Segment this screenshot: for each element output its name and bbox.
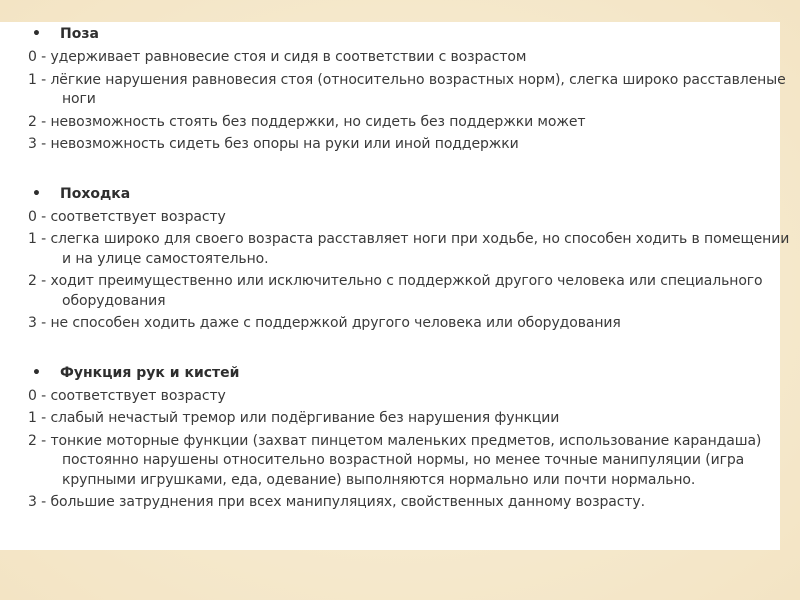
list-item: 1 - слабый нечастый тремор или подёргивание без нарушения функции bbox=[28, 410, 560, 426]
bullet-icon: • bbox=[32, 185, 41, 202]
list-item: 3 - невозможность сидеть без опоры на руки или иной поддержки bbox=[28, 136, 519, 152]
list-item: 0 - соответствует возрасту bbox=[28, 208, 226, 225]
list-item: 0 - соответствует возрасту bbox=[28, 387, 226, 404]
bullet-icon: • bbox=[32, 26, 41, 42]
section-heading bbox=[32, 361, 780, 385]
section-heading bbox=[32, 182, 780, 206]
list-item: 3 - не способен ходить даже с поддержкой другого человека или оборудования bbox=[28, 315, 621, 331]
bullet-icon: • bbox=[32, 364, 41, 381]
list-item: 2 - тонкие моторные функции (захват пинцетом маленьких предметов, использование карандаша) постоянно нарушены относительно возрастной нормы, но менее точные манипуляции (игра крупными игрушками, еда, одевание) выполняются нормально или почти нормально. bbox=[28, 432, 762, 488]
section-title: Поза bbox=[60, 26, 99, 42]
list-item: 0 - удерживает равновесие стоя и сидя в соответствии с возрастом bbox=[28, 49, 527, 65]
list-item: 2 - ходит преимущественно или исключительно с поддержкой другого человека или специального оборудования bbox=[28, 273, 763, 309]
section-hand-function bbox=[28, 361, 780, 513]
spacer bbox=[28, 337, 780, 361]
content-panel bbox=[0, 22, 790, 550]
spacer bbox=[28, 158, 780, 182]
section-title: Походка bbox=[60, 185, 131, 202]
section-posture bbox=[28, 22, 786, 155]
section-title: Функция рук и кистей bbox=[60, 364, 240, 381]
list-item: 2 - невозможность стоять без поддержки, но сидеть без поддержки может bbox=[28, 113, 586, 130]
section-gait bbox=[28, 182, 790, 334]
list-item: 1 - лёгкие нарушения равновесия стоя (относительно возрастных норм), слегка широко расставленые ноги bbox=[28, 71, 786, 107]
list-item: 1 - слегка широко для своего возраста расставляет ноги при ходьбе, но способен ходить в помещении и на улице самостоятельно. bbox=[28, 231, 790, 267]
list-item: 3 - большие затруднения при всех манипуляциях, свойственных данному возрасту. bbox=[28, 494, 645, 510]
section-heading bbox=[32, 22, 780, 46]
